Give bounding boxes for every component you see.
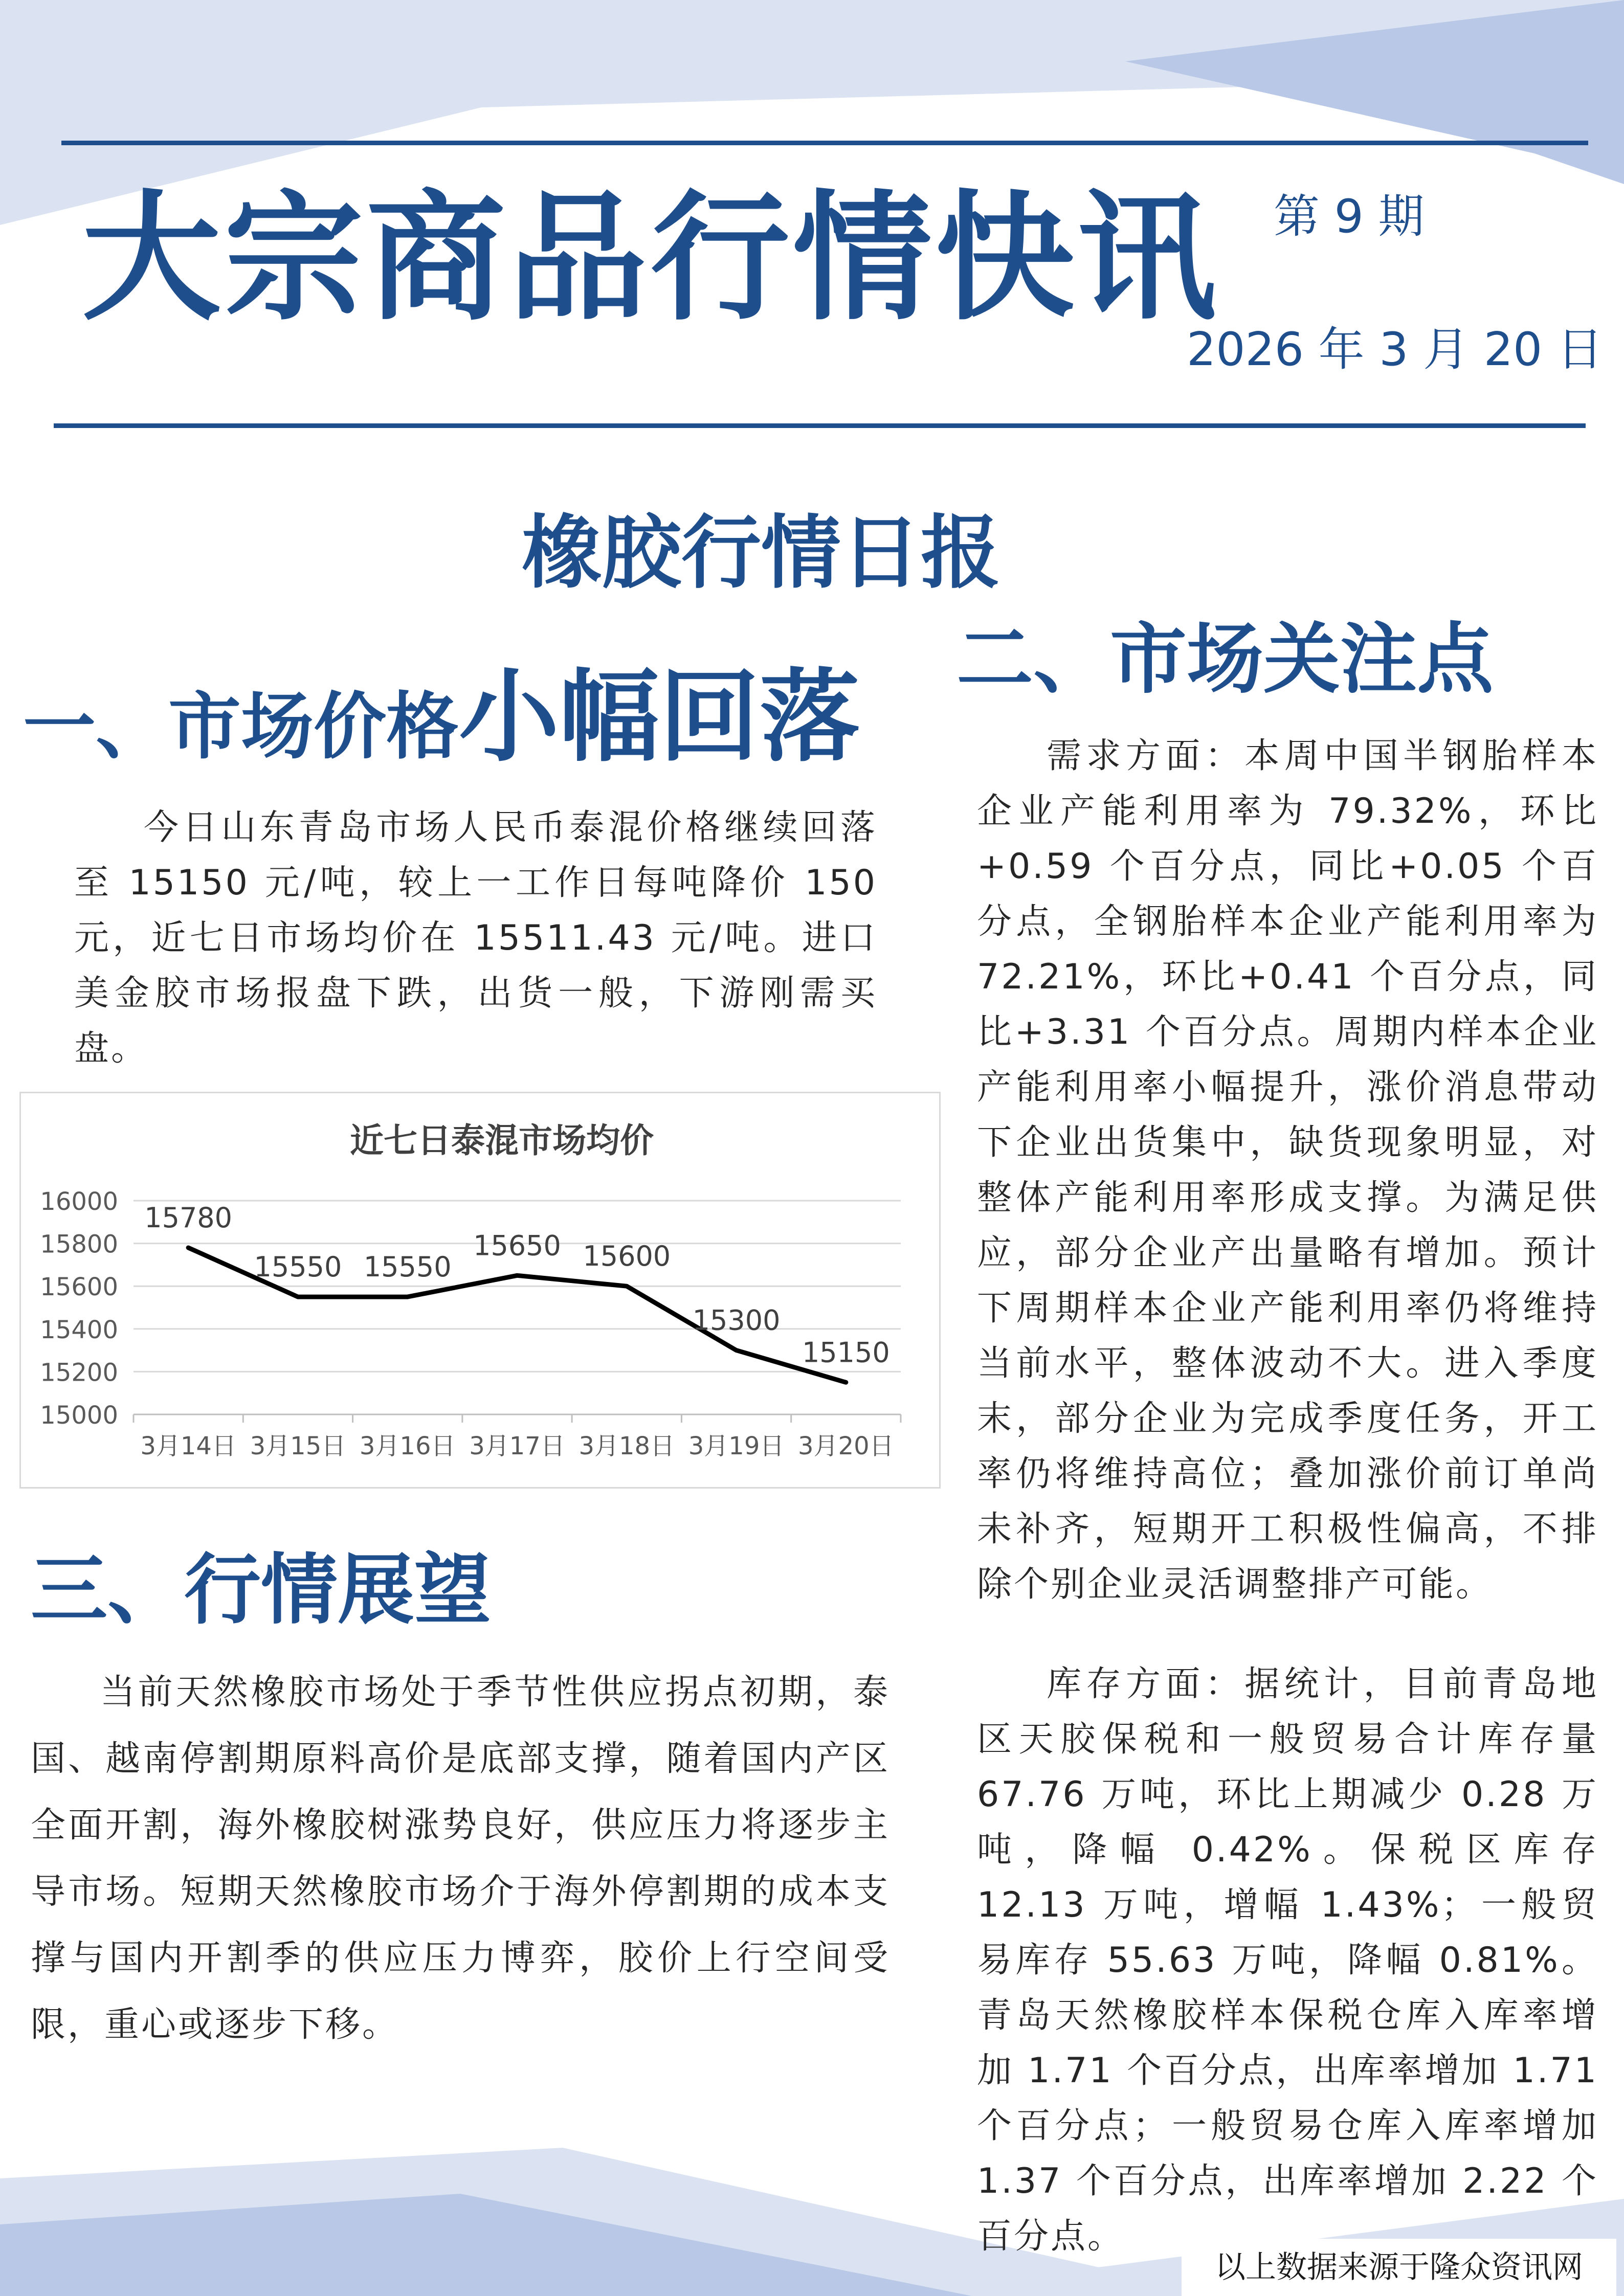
masthead-title: 大宗商品行情快讯: [82, 178, 1219, 340]
section2-title: 二、市场关注点: [956, 615, 1494, 704]
y-tick-label: 15200: [40, 1358, 118, 1387]
section2-demand: 需求方面：本周中国半钢胎样本企业产能利用率为 79.32%，环比+0.59 个百分点，同比+0.05 个百分点，全钢胎样本企业产能利用率为 72.21%，环比+0.41 个百分点，同比+3.31 个百分点。周期内样本企业产能利用率小幅提升，涨价消息带动下企业出货集中，缺货现象明显，对整体产能利用率形成支撑。为满足供应，部分企业产出量略有增加。预计下周期样本企业产能利用率仍将维持当前水平，整体波动不大。进入季度末，部分企业为完成季度任务，开工率仍将维持高位；叠加涨价前订单尚未补齐，短期开工积极性偏高，不排除个别企业灵活调整排产可能。: [977, 736, 1598, 1605]
data-point: [736, 1350, 737, 1351]
report-title: 橡胶行情日报: [522, 506, 1000, 599]
chart-title: 近七日泰混市场均价: [350, 1121, 654, 1160]
y-tick-label: 16000: [40, 1187, 118, 1216]
y-tick-label: 15600: [40, 1273, 118, 1302]
data-point: [407, 1296, 408, 1297]
data-point: [517, 1275, 518, 1276]
section3-body: 当前天然橡胶市场处于季节性供应拐点初期，泰国、越南停割期原料高价是底部支撑，随着国内产区全面开割，海外橡胶树涨势良好，供应压力将逐步主导市场。短期天然橡胶市场介于海外停割期的成本支撑与国内开割季的供应压力博弈，胶价上行空间受限，重心或逐步下移。: [31, 1672, 890, 2045]
y-tick-label: 15800: [40, 1230, 118, 1259]
issue-number: 第 9 期: [1274, 190, 1425, 243]
data-label: 15150: [802, 1336, 890, 1369]
section1-title-highlight: 小幅回落: [459, 659, 860, 776]
data-point: [297, 1296, 298, 1297]
data-label: 15550: [254, 1251, 342, 1284]
section2-inventory: 库存方面：据统计，目前青岛地区天胶保税和一般贸易合计库存量 67.76 万吨，环比上期减少 0.28 万吨，降幅 0.42%。保税区库存 12.13 万吨，增幅 1.43%；一般贸易库存 55.63 万吨，降幅 0.81%。青岛天然橡胶样本保税仓库入库率增加 1.71 个百分点，出库率增加 1.71 个百分点；一般贸易仓库入库率增加 1.37 个百分点，出库率增加 2.22 个百分点。: [977, 1664, 1598, 2257]
data-point: [846, 1382, 847, 1383]
data-source-note: 以上数据来源于隆众资讯网: [1182, 2239, 1616, 2296]
section1-title-prefix: 一、市场价格: [23, 685, 459, 769]
data-label: 15300: [692, 1304, 781, 1337]
section1-body: 今日山东青岛市场人民币泰混价格继续回落至 15150 元/吨，较上一工作日每吨降价 150 元，近七日市场均价在 15511.43 元/吨。进口美金胶市场报盘下跌，出货一般，下游刚需买盘。: [74, 807, 877, 1069]
header-bottom-rule: [54, 423, 1586, 428]
data-label: 15780: [144, 1201, 233, 1234]
issue-date: 2026 年 3 月 20 日: [1187, 323, 1603, 376]
data-label: 15600: [583, 1240, 671, 1273]
x-tick-label: 3月19日: [688, 1432, 785, 1460]
x-tick-label: 3月16日: [359, 1432, 456, 1460]
section1-title: [23, 659, 860, 776]
x-tick-label: 3月17日: [469, 1432, 565, 1460]
data-label: 15650: [473, 1229, 561, 1262]
x-tick-label: 3月14日: [140, 1432, 236, 1460]
section3-title: 三、行情展望: [31, 1546, 492, 1635]
price-chart: [19, 1092, 941, 1489]
x-tick-label: 3月18日: [579, 1432, 675, 1460]
y-tick-label: 15000: [40, 1401, 118, 1430]
price-chart-svg: [21, 1093, 939, 1487]
x-tick-label: 3月20日: [798, 1432, 894, 1460]
data-point: [188, 1247, 189, 1248]
x-tick-label: 3月15日: [250, 1432, 346, 1460]
data-label: 15550: [363, 1251, 452, 1284]
data-point: [626, 1286, 627, 1287]
header-top-rule: [61, 141, 1588, 145]
y-tick-label: 15400: [40, 1315, 118, 1344]
